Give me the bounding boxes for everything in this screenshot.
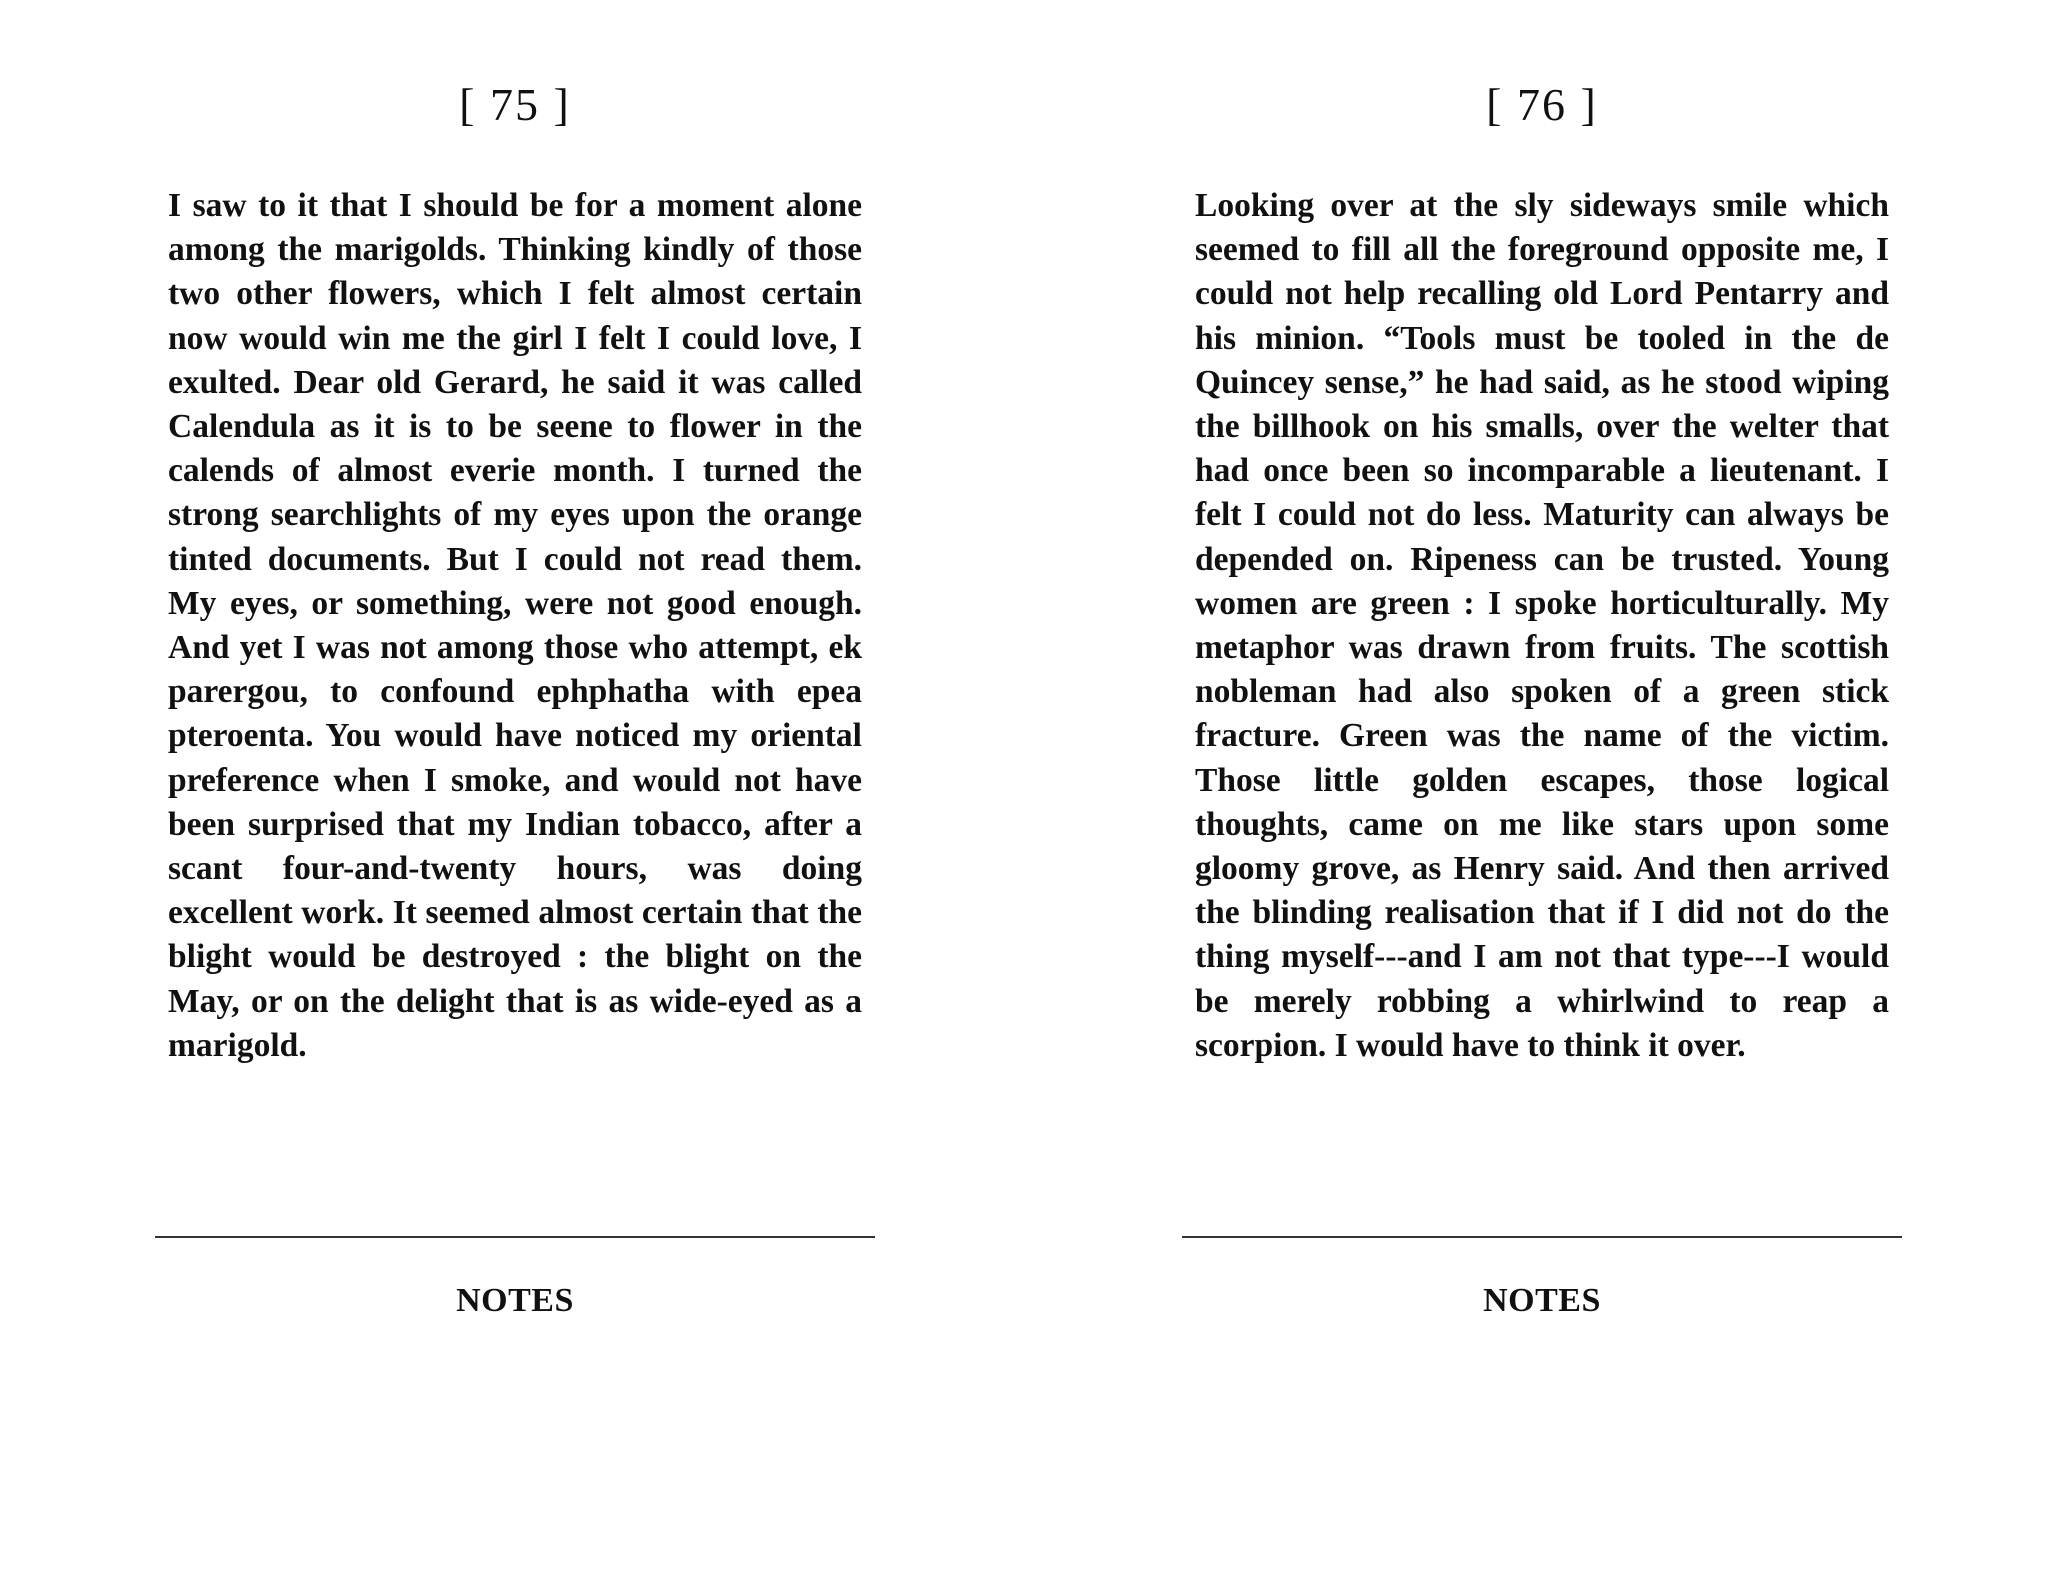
notes-divider: [1182, 1236, 1902, 1238]
page-number: [ 76 ]: [1486, 79, 1598, 130]
left-page: [155, 0, 875, 1582]
notes-divider: [155, 1236, 875, 1238]
page-number: [ 75 ]: [459, 79, 571, 130]
notes-heading: NOTES: [456, 1282, 574, 1319]
body-text: Looking over at the sly sideways smile which seemed to fill all the foreground opposite me, I could not help recalling old Lord Pentarry and his minion. “Tools must be tooled in the de Quincey sense,” he had said, as he stood wiping the billhook on his smalls, over the welter that had once been so incomparable a lieutenant. I felt I could not do less. Maturity can always be depended on. Ripeness can be trusted. Young women are green : I spoke horticulturally. My metaphor was drawn from fruits. The scottish nobleman had also spoken of a green stick fracture. Green was the name of the victim. Those little golden escapes, those logical thoughts, came on me like stars upon some gloomy grove, as Henry said. And then arrived the blinding realisation that if I did not do the thing myself---and I am not that type---I would be merely robbing a whirlwind to reap a scorpion. I would have to think it over.: [1195, 187, 1889, 1064]
body-text: I saw to it that I should be for a moment alone among the marigolds. Thinking kindly of those two other flowers, which I felt almost certain now would win me the girl I felt I could love, I exulted. Dear old Gerard, he said it was called Calendula as it is to be seene to flower in the calends of almost everie month. I turned the strong searchlights of my eyes upon the orange tinted documents. But I could not read them. My eyes, or something, were not good enough. And yet I was not among those who attempt, ek parergou, to confound ephphatha with epea pteroenta. You would have noticed my oriental preference when I smoke, and would not have been surprised that my Indian tobacco, after a scant four-and-twenty hours, was doing excellent work. It seemed almost certain that the blight would be destroyed : the blight on the May, or on the delight that is as wide-eyed as a marigold.: [168, 187, 862, 1064]
right-page: [1182, 0, 1902, 1582]
notes-heading: NOTES: [1483, 1282, 1601, 1319]
